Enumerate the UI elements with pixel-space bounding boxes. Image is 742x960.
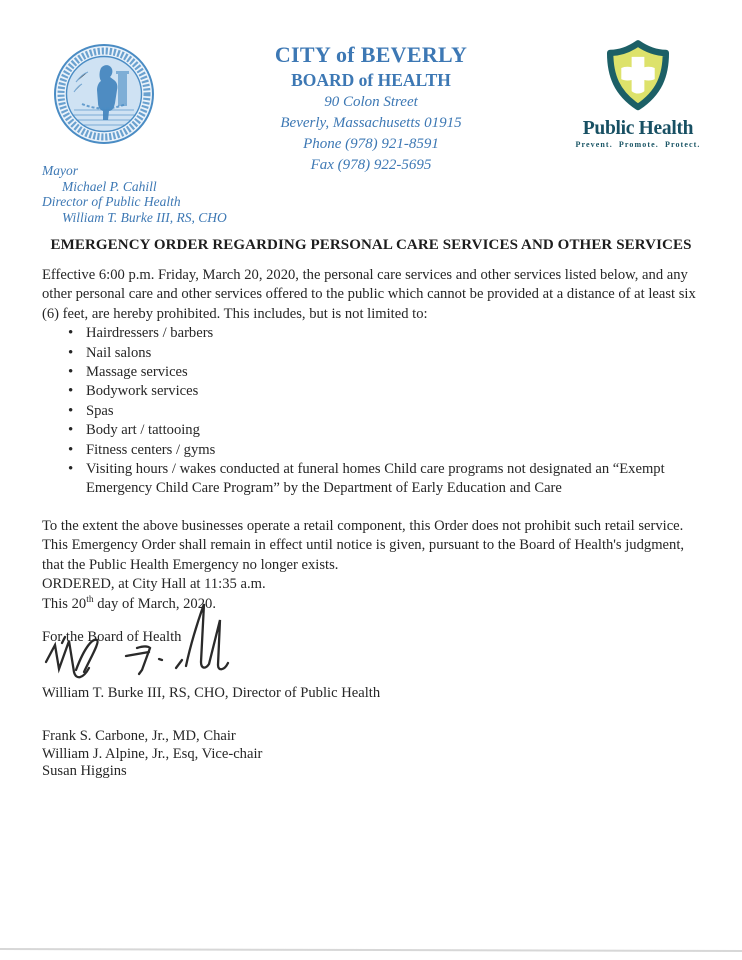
scan-edge-line: [0, 948, 742, 952]
for-board-line: For the Board of Health: [42, 628, 182, 645]
letterhead-fax: Fax (978) 922-5695: [310, 157, 432, 173]
board-member: Susan Higgins: [42, 763, 127, 780]
officials-block: [42, 163, 227, 225]
list-item: • Body art / tattooing: [42, 421, 702, 440]
list-item: • Hairdressers / barbers: [42, 324, 702, 343]
prohibited-services-list: [42, 324, 702, 499]
director-name: William T. Burke III, RS, CHO: [62, 209, 227, 225]
ordered-line2: This 20th day of March, 2020.: [42, 594, 216, 612]
letterhead-citystate: Beverly, Massachusetts 01915: [280, 115, 462, 131]
list-item: • Visiting hours / wakes conducted at funeral homes Child care programs not designated an “Exempt Emergency Child Care Program” by the Department of Early Education and Care: [42, 460, 702, 499]
list-item: • Massage services: [42, 363, 702, 382]
letterhead-street: 90 Colon Street: [324, 94, 418, 110]
board-member: Frank S. Carbone, Jr., MD, Chair: [42, 727, 236, 744]
board-members-list: [42, 728, 702, 781]
director-label: Director of Public Health: [42, 194, 181, 209]
ordered-block: [42, 575, 702, 614]
ordered-line1: ORDERED, at City Hall at 11:35 a.m.: [42, 576, 266, 593]
list-item: • Nail salons: [42, 344, 702, 363]
board-member: William J. Alpine, Jr., Esq, Vice-chair: [42, 745, 263, 762]
list-item: • Spas: [42, 402, 702, 421]
public-health-shield-icon: [603, 38, 673, 114]
letterhead-city: CITY of BEVERLY: [274, 42, 468, 67]
public-health-logo-tagline: Prevent. Promote. Protect.: [575, 140, 701, 149]
paragraph-retail: To the extent the above businesses operate a retail component, this Order does not prohibit such retail service.: [42, 517, 684, 534]
signature-area: [42, 614, 702, 722]
public-health-logo: [568, 38, 708, 150]
document-title: EMERGENCY ORDER REGARDING PERSONAL CARE SERVICES AND OTHER SERVICES: [50, 237, 692, 253]
mayor-label: Mayor: [42, 163, 78, 178]
letterhead-phone: Phone (978) 921-8591: [303, 136, 439, 152]
letterhead: [211, 42, 531, 176]
list-item: • Bodywork services: [42, 382, 702, 401]
signer-name-line: William T. Burke III, RS, CHO, Director of Public Health: [42, 684, 381, 701]
public-health-logo-name: Public Health: [582, 118, 694, 139]
mayor-name: Michael P. Cahill: [62, 178, 157, 194]
letterhead-board: BOARD of HEALTH: [291, 70, 451, 90]
document-body: [42, 266, 702, 781]
list-item: • Fitness centers / gyms: [42, 441, 702, 460]
city-of-beverly-seal-icon: [52, 42, 156, 146]
paragraph-duration: This Emergency Order shall remain in effect until notice is given, pursuant to the Board of Health's judgment, that the Public Health Emergency no longer exists.: [42, 537, 685, 573]
paragraph-effective: Effective 6:00 p.m. Friday, March 20, 2020, the personal care services and other services listed below, and any other personal care and other services offered to the public which cannot be provided at a distance of at least six (6) feet, are hereby prohibited. This includes, but is not limited to:: [42, 267, 696, 322]
